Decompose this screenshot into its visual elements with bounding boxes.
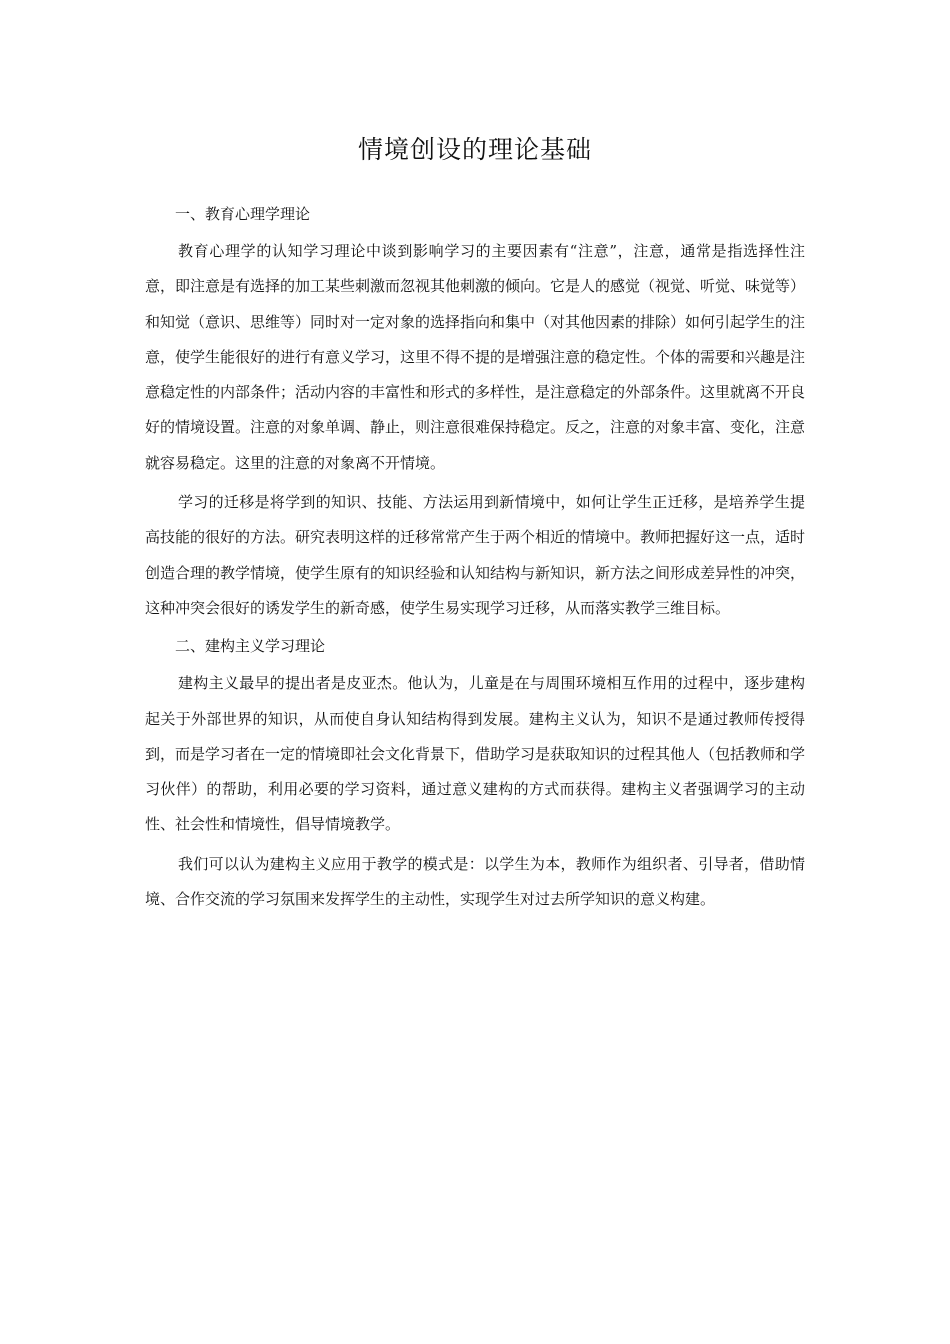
section-heading-1: 一、教育心理学理论 xyxy=(175,205,311,223)
section-heading-2: 二、建构主义学习理论 xyxy=(175,637,326,656)
section-2-paragraph-2: 我们可以认为建构主义应用于教学的模式是：以学生为本，教师作为组织者、引导者，借助情境、合作交流的学习氛围来发挥学生的主动性，实现学生对过去所学知识的意义构建。 xyxy=(145,854,805,909)
section-1-paragraph-1: 教育心理学的认知学习理论中谈到影响学习的主要因素有“注意”，注意，通常是指选择性注意，即注意是有选择的加工某些刺激而忽视其他刺激的倾向。它是人的感觉（视觉、听觉、味觉等）和知觉（意识、思维等）同时对一定对象的选择指向和集中（对其他因素的排除）如何引起学生的注意，使学生能很好的进行有意义学习，这里不得不提的是增强注意的稳定性。个体的需要和兴趣是注意稳定性的内部条件；活动内容的丰富性和形式的多样性，是注意稳定的外部条件。这里就离不开良好的情境设置。注意的对象单调、静止，则注意很难保持稳定。反之，注意的对象丰富、变化，注意就容易稳定。这里的注意的对象离不开情境。 xyxy=(145,242,806,472)
document-title: 情境创设的理论基础 xyxy=(357,135,592,164)
section-2-paragraph-1: 建构主义最早的提出者是皮亚杰。他认为，儿童是在与周围环境相互作用的过程中，逐步建构起关于外部世界的知识，从而使自身认知结构得到发展。建构主义认为，知识不是通过教师传授得到，而是学习者在一定的情境即社会文化背景下，借助学习是获取知识的过程其他人（包括教师和学习伙伴）的帮助，利用必要的学习资料，通过意义建构的方式而获得。建构主义者强调学习的主动性、社会性和情境性，倡导情境教学。 xyxy=(145,674,806,834)
section-1-paragraph-2: 学习的迁移是将学到的知识、技能、方法运用到新情境中，如何让学生正迁移，是培养学生提高技能的很好的方法。研究表明这样的迁移常常产生于两个相近的情境中。教师把握好这一点，适时创造合理的教学情境，使学生原有的知识经验和认知结构与新知识，新方法之间形成差异性的冲突，这种冲突会很好的诱发学生的新奇感，使学生易实现学习迁移，从而落实教学三维目标。 xyxy=(145,493,806,617)
document-body xyxy=(145,198,805,917)
